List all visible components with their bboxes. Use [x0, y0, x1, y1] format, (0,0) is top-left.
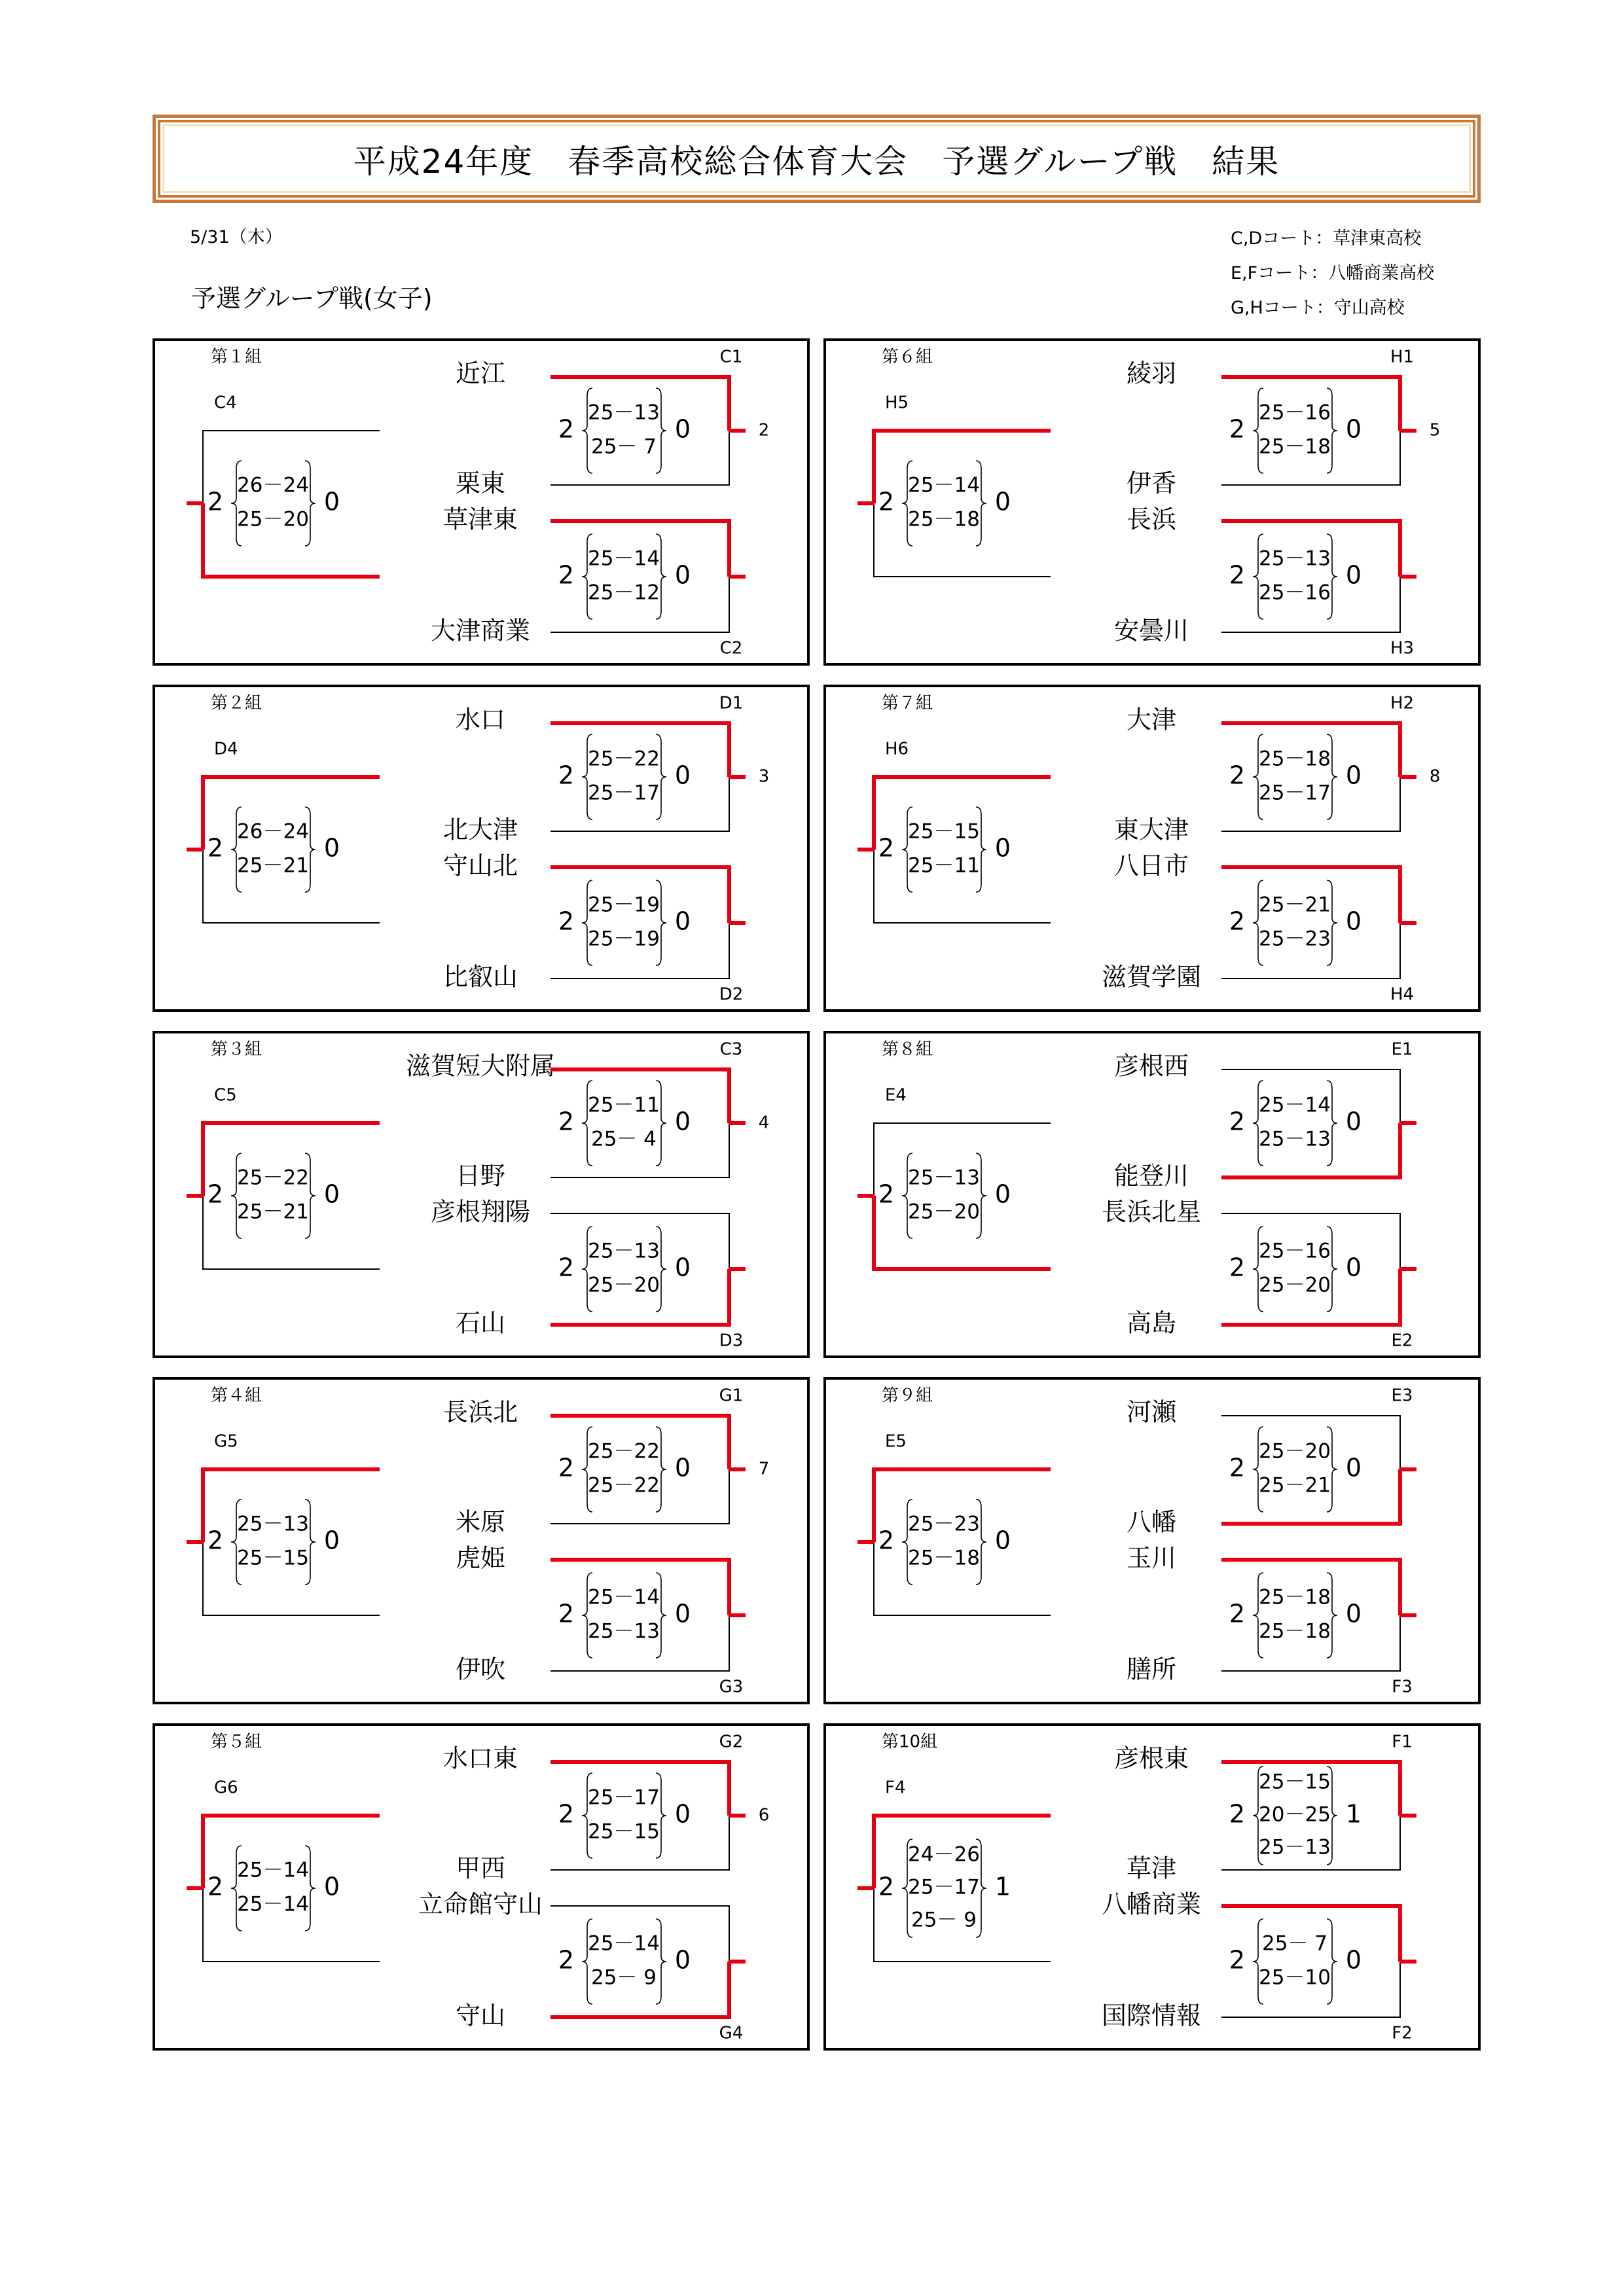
- match-code: G3: [719, 1677, 744, 1697]
- bottom-match-sets-won: 2: [1229, 560, 1246, 590]
- team-name: 綾羽: [1126, 359, 1177, 388]
- top-match-set-score: 25－22: [588, 1473, 660, 1498]
- match-code: D2: [719, 984, 744, 1005]
- top-match-sets-won: 2: [1229, 1453, 1246, 1482]
- final-set-score: 25－14: [908, 473, 980, 497]
- team-name: 高島: [1126, 1308, 1177, 1338]
- final-sets-lost: 0: [994, 487, 1011, 516]
- bottom-match-set-score: 25－18: [1259, 1585, 1331, 1609]
- top-match-set-score: 25－15: [1259, 1770, 1331, 1794]
- final-set-score: 25－20: [908, 1200, 980, 1224]
- top-match-set-score: 25－22: [588, 747, 660, 771]
- top-match-set-score: 25－17: [588, 781, 660, 805]
- match-code: G6: [214, 1778, 238, 1798]
- team-name: 比叡山: [442, 962, 518, 992]
- group-box: [823, 1723, 1481, 2051]
- group-label: 第１組: [211, 347, 262, 367]
- top-match-sets-won: 2: [1229, 414, 1246, 444]
- team-name: 守山北: [442, 851, 518, 880]
- match-code: C4: [214, 393, 237, 413]
- team-name: 石山: [455, 1308, 506, 1338]
- bottom-match-sets-lost: 0: [674, 1945, 691, 1975]
- group-label: 第９組: [882, 1386, 933, 1406]
- final-sets-won: 2: [878, 1872, 895, 1901]
- match-code: G1: [719, 1386, 744, 1406]
- team-name: 東大津: [1113, 815, 1189, 844]
- team-name: 草津東: [442, 505, 518, 534]
- top-match-set-score: 25－13: [588, 401, 660, 425]
- group-bracket: [826, 341, 1478, 663]
- final-set-score: 25－21: [237, 1200, 309, 1224]
- team-name: 甲西: [455, 1854, 506, 1883]
- bottom-match-set-score: 25－20: [588, 1273, 660, 1297]
- bottom-match-sets-lost: 0: [1345, 1253, 1362, 1282]
- bottom-match-sets-lost: 0: [1345, 1599, 1362, 1628]
- final-sets-lost: 0: [994, 833, 1011, 863]
- match-code: E3: [1391, 1386, 1413, 1406]
- team-name: 伊香: [1126, 469, 1177, 498]
- final-set-score: 25－15: [237, 1546, 309, 1570]
- top-match-sets-won: 2: [558, 1799, 575, 1829]
- team-name: 北大津: [442, 815, 518, 844]
- top-match-sets-lost: 0: [674, 1107, 691, 1136]
- match-code: H6: [885, 739, 909, 759]
- match-code: H5: [885, 393, 909, 413]
- final-set-score: 24－26: [908, 1842, 980, 1867]
- match-code: H3: [1390, 638, 1415, 658]
- bottom-match-set-score: 25－14: [588, 1585, 660, 1609]
- top-match-set-score: 25－18: [1259, 435, 1331, 459]
- top-match-set-score: 25－17: [1259, 781, 1331, 805]
- bottom-match-set-score: 25－12: [588, 581, 660, 605]
- final-set-score: 25－17: [908, 1875, 980, 1899]
- top-match-set-score: 25－14: [1259, 1093, 1331, 1117]
- final-set-score: 25－11: [908, 853, 980, 878]
- top-match-sets-won: 2: [1229, 761, 1246, 790]
- team-name: 八幡商業: [1101, 1890, 1202, 1919]
- team-name: 水口: [455, 705, 506, 734]
- final-sets-lost: 0: [994, 1526, 1011, 1555]
- final-sets-won: 2: [207, 487, 224, 516]
- match-code: E1: [1391, 1039, 1413, 1060]
- final-sets-won: 2: [207, 833, 224, 863]
- match-code: D4: [214, 739, 238, 759]
- final-set-score: 25－13: [237, 1512, 309, 1536]
- group-box: [823, 685, 1481, 1012]
- team-name: 長浜北星: [1101, 1197, 1202, 1227]
- match-code: G4: [719, 2023, 744, 2043]
- top-match-sets-won: 2: [558, 414, 575, 444]
- top-match-set-score: 25－20: [1259, 1439, 1331, 1463]
- bottom-match-sets-won: 2: [558, 1599, 575, 1628]
- final-set-score: 25－14: [237, 1892, 309, 1916]
- match-code: F4: [885, 1778, 906, 1798]
- match-code: H2: [1390, 693, 1415, 713]
- team-name: 大津: [1126, 705, 1177, 734]
- group-label: 第４組: [211, 1386, 262, 1406]
- team-name: 膳所: [1126, 1655, 1177, 1684]
- final-sets-won: 2: [207, 1872, 224, 1901]
- group-label: 第７組: [882, 693, 933, 713]
- bottom-match-sets-lost: 0: [674, 1253, 691, 1282]
- top-match-set-score: 25－11: [588, 1093, 660, 1117]
- top-match-sets-won: 2: [1229, 1799, 1246, 1829]
- top-match-sets-won: 2: [558, 1107, 575, 1136]
- bottom-match-set-score: 25－21: [1259, 893, 1331, 917]
- bottom-match-sets-won: 2: [1229, 906, 1246, 936]
- top-match-set-score: 25－16: [1259, 401, 1331, 425]
- final-set-score: 25－23: [908, 1512, 980, 1536]
- bottom-match-sets-lost: 0: [1345, 906, 1362, 936]
- group-bracket: [155, 1033, 807, 1355]
- top-match-sets-won: 2: [558, 761, 575, 790]
- match-code: E2: [1391, 1331, 1413, 1351]
- final-sets-won: 2: [878, 1179, 895, 1209]
- bottom-match-set-score: 25－ 7: [1261, 1931, 1328, 1956]
- court-list: [1231, 221, 1434, 325]
- team-name: 国際情報: [1101, 2001, 1202, 2030]
- court-line: C,Dコート：草津東高校: [1231, 228, 1422, 249]
- rank-number: 6: [758, 1805, 770, 1825]
- final-set-score: 26－24: [237, 819, 309, 844]
- bottom-match-sets-won: 2: [558, 1945, 575, 1975]
- group-box: [153, 1723, 810, 2051]
- final-set-score: 25－18: [908, 507, 980, 531]
- bottom-match-set-score: 25－10: [1259, 1965, 1331, 1990]
- group-bracket: [826, 1726, 1478, 2048]
- team-name: 虎姫: [455, 1543, 506, 1573]
- team-name: 大津商業: [430, 616, 531, 645]
- final-set-score: 25－13: [908, 1166, 980, 1190]
- group-bracket: [155, 1726, 807, 2048]
- match-code: C2: [719, 638, 743, 658]
- team-name: 彦根東: [1113, 1744, 1189, 1773]
- top-match-sets-lost: 0: [1345, 761, 1362, 790]
- match-code: C1: [719, 347, 743, 367]
- bottom-match-set-score: 25－14: [588, 547, 660, 571]
- top-match-sets-lost: 0: [674, 414, 691, 444]
- bottom-match-sets-lost: 0: [1345, 560, 1362, 590]
- bottom-match-sets-lost: 0: [674, 906, 691, 936]
- team-name: 能登川: [1113, 1161, 1189, 1191]
- team-name: 守山: [455, 2001, 506, 2030]
- team-name: 日野: [455, 1161, 506, 1191]
- rank-number: 5: [1429, 420, 1441, 440]
- bottom-match-set-score: 25－13: [1259, 547, 1331, 571]
- final-sets-won: 2: [878, 487, 895, 516]
- final-set-score: 25－20: [237, 507, 309, 531]
- bottom-match-sets-lost: 0: [674, 560, 691, 590]
- final-sets-won: 2: [878, 1526, 895, 1555]
- group-bracket: [826, 687, 1478, 1009]
- rank-number: 3: [758, 766, 770, 787]
- top-match-set-score: 25－15: [588, 1820, 660, 1844]
- group-label: 第６組: [882, 347, 933, 367]
- team-name: 近江: [455, 359, 506, 388]
- match-code: H1: [1390, 347, 1415, 367]
- group-box: [153, 1031, 810, 1358]
- match-code: F3: [1392, 1677, 1413, 1697]
- team-name: 伊吹: [455, 1655, 506, 1684]
- bottom-match-set-score: 25－19: [588, 893, 660, 917]
- match-code: D3: [719, 1331, 744, 1351]
- bottom-match-sets-won: 2: [558, 560, 575, 590]
- top-match-sets-lost: 0: [1345, 1453, 1362, 1482]
- bottom-match-set-score: 25－20: [1259, 1273, 1331, 1297]
- final-sets-lost: 1: [994, 1872, 1011, 1901]
- group-label: 第３組: [211, 1039, 262, 1060]
- match-code: D1: [719, 693, 744, 713]
- bottom-match-set-score: 25－13: [588, 1239, 660, 1263]
- team-name: 立命館守山: [418, 1890, 543, 1919]
- group-label: 第５組: [211, 1732, 262, 1752]
- team-name: 長浜北: [442, 1397, 518, 1427]
- top-match-sets-lost: 0: [674, 761, 691, 790]
- bottom-match-set-score: 25－23: [1259, 927, 1331, 951]
- final-sets-lost: 0: [994, 1179, 1011, 1209]
- top-match-sets-lost: 0: [1345, 414, 1362, 444]
- group-bracket: [155, 341, 807, 663]
- team-name: 草津: [1126, 1854, 1177, 1883]
- top-match-set-score: 25－13: [1259, 1835, 1331, 1859]
- team-name: 彦根翔陽: [430, 1197, 531, 1227]
- bottom-match-set-score: 25－13: [588, 1619, 660, 1643]
- rank-number: 4: [758, 1113, 770, 1133]
- top-match-set-score: 25－18: [1259, 747, 1331, 771]
- group-box: [153, 338, 810, 666]
- bottom-match-set-score: 25－16: [1259, 1239, 1331, 1263]
- bottom-match-set-score: 25－14: [588, 1931, 660, 1956]
- match-code: C3: [719, 1039, 743, 1060]
- group-label: 第８組: [882, 1039, 933, 1060]
- group-box: [823, 338, 1481, 666]
- final-set-score: 26－24: [237, 473, 309, 497]
- team-name: 長浜: [1126, 505, 1177, 534]
- top-match-set-score: 25－21: [1259, 1473, 1331, 1498]
- bottom-match-set-score: 25－19: [588, 927, 660, 951]
- team-name: 安曇川: [1113, 616, 1189, 645]
- team-name: 米原: [455, 1507, 506, 1537]
- bottom-match-sets-won: 2: [1229, 1599, 1246, 1628]
- match-code: G2: [719, 1732, 744, 1752]
- final-sets-lost: 0: [323, 487, 340, 516]
- bottom-match-set-score: 25－16: [1259, 581, 1331, 605]
- team-name: 河瀬: [1126, 1397, 1177, 1427]
- group-label: 第10組: [882, 1732, 938, 1752]
- top-match-sets-lost: 1: [1345, 1799, 1362, 1829]
- final-set-score: 25－14: [237, 1858, 309, 1882]
- group-box: [823, 1377, 1481, 1704]
- top-match-set-score: 25－22: [588, 1439, 660, 1463]
- top-match-set-score: 20－25: [1259, 1803, 1331, 1827]
- match-date: 5/31（木）: [190, 227, 283, 247]
- final-set-score: 25－22: [237, 1166, 309, 1190]
- group-bracket: [155, 687, 807, 1009]
- top-match-sets-lost: 0: [674, 1453, 691, 1482]
- top-match-sets-won: 2: [558, 1453, 575, 1482]
- final-sets-won: 2: [878, 833, 895, 863]
- team-name: 滋賀学園: [1101, 962, 1202, 992]
- bottom-match-sets-lost: 0: [674, 1599, 691, 1628]
- group-box: [153, 1377, 810, 1704]
- team-name: 八日市: [1113, 851, 1189, 880]
- group-bracket: [826, 1380, 1478, 1702]
- final-sets-lost: 0: [323, 1872, 340, 1901]
- page-title: 平成24年度 春季高校総合体育大会 予選グループ戦 結果: [353, 142, 1280, 181]
- final-sets-lost: 0: [323, 833, 340, 863]
- match-code: H4: [1390, 984, 1415, 1005]
- final-set-score: 25－18: [908, 1546, 980, 1570]
- top-match-sets-won: 2: [1229, 1107, 1246, 1136]
- bottom-match-set-score: 25－ 9: [590, 1965, 657, 1990]
- match-code: F2: [1392, 2023, 1413, 2043]
- section-subtitle: 予選グループ戦(女子): [191, 284, 433, 313]
- group-bracket: [826, 1033, 1478, 1355]
- title-inner-frame: [158, 120, 1475, 198]
- top-match-set-score: 25－13: [1259, 1127, 1331, 1151]
- match-code: G5: [214, 1431, 238, 1452]
- top-match-sets-lost: 0: [674, 1799, 691, 1829]
- rank-number: 2: [758, 420, 770, 440]
- bottom-match-sets-won: 2: [1229, 1253, 1246, 1282]
- final-sets-lost: 0: [323, 1526, 340, 1555]
- bottom-match-sets-won: 2: [558, 1253, 575, 1282]
- final-sets-lost: 0: [323, 1179, 340, 1209]
- final-sets-won: 2: [207, 1526, 224, 1555]
- team-name: 水口東: [442, 1744, 518, 1773]
- bottom-match-sets-lost: 0: [1345, 1945, 1362, 1975]
- rank-number: 8: [1429, 766, 1441, 787]
- top-match-set-score: 25－17: [588, 1785, 660, 1810]
- team-name: 玉川: [1126, 1543, 1177, 1573]
- group-label: 第２組: [211, 693, 262, 713]
- team-name: 栗東: [455, 469, 506, 498]
- group-box: [823, 1031, 1481, 1358]
- bottom-match-set-score: 25－18: [1259, 1619, 1331, 1643]
- top-match-set-score: 25－ 7: [590, 435, 657, 459]
- court-line: G,Hコート：守山高校: [1231, 298, 1405, 318]
- match-code: E4: [885, 1085, 907, 1105]
- group-bracket: [155, 1380, 807, 1702]
- match-code: F1: [1392, 1732, 1413, 1752]
- match-code: E5: [885, 1431, 907, 1452]
- team-name: 八幡: [1126, 1507, 1177, 1537]
- final-set-score: 25－ 9: [911, 1908, 977, 1932]
- title-frame: [153, 115, 1481, 203]
- group-box: [153, 685, 810, 1012]
- rank-number: 7: [758, 1459, 770, 1479]
- final-set-score: 25－21: [237, 853, 309, 878]
- bottom-match-sets-won: 2: [558, 906, 575, 936]
- top-match-set-score: 25－ 4: [590, 1127, 657, 1151]
- final-sets-won: 2: [207, 1179, 224, 1209]
- court-line: E,Fコート：八幡商業高校: [1231, 263, 1435, 283]
- bottom-match-sets-won: 2: [1229, 1945, 1246, 1975]
- team-name: 滋賀短大附属: [405, 1051, 556, 1081]
- final-set-score: 25－15: [908, 819, 980, 844]
- bottom-match-right-brace: [1327, 1919, 1337, 2004]
- top-match-sets-lost: 0: [1345, 1107, 1362, 1136]
- match-code: C5: [214, 1085, 237, 1105]
- team-name: 彦根西: [1113, 1051, 1189, 1081]
